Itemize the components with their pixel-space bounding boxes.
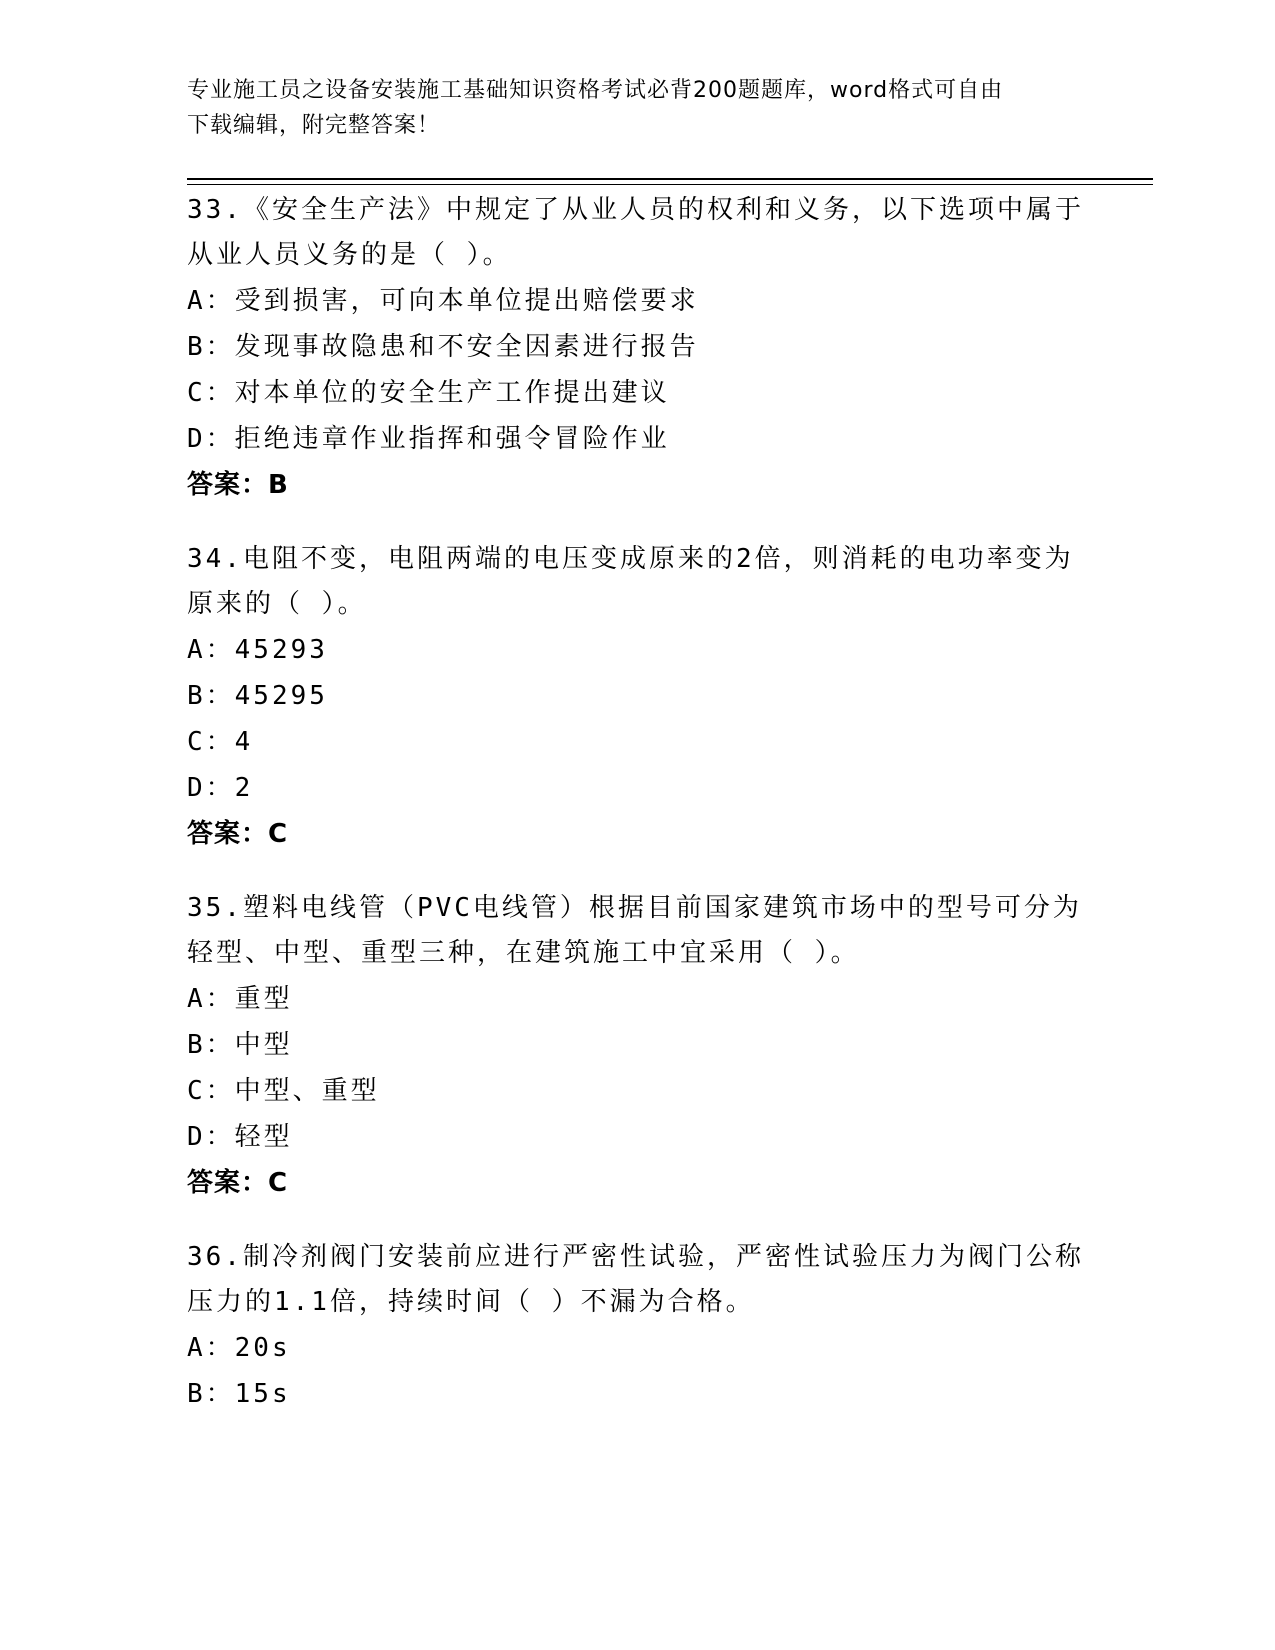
question-34: [187, 537, 1087, 857]
question-stem-line-2: 从业人员义务的是（ ）。: [187, 240, 512, 270]
option-b: B：发现事故隐患和不安全因素进行报告: [187, 332, 699, 362]
option-b: B：15s: [187, 1379, 291, 1409]
option-c: C：4: [187, 727, 254, 757]
answer-line: 答案：B: [187, 470, 289, 500]
option-a: A：20s: [187, 1333, 291, 1363]
header-rule-thick: [187, 178, 1153, 180]
option-d: D：拒绝违章作业指挥和强令冒险作业: [187, 424, 670, 454]
question-stem-line-2: 原来的（ ）。: [187, 589, 367, 619]
header-line-2: 下载编辑，附完整答案！: [187, 113, 441, 138]
question-stem-line-2: 压力的1.1倍，持续时间（ ）不漏为合格。: [187, 1287, 755, 1317]
question-36: [187, 1235, 1087, 1417]
document-header: [187, 73, 1067, 143]
option-c: C：中型、重型: [187, 1076, 380, 1106]
option-b: B：45295: [187, 681, 328, 711]
option-d: D：2: [187, 773, 254, 803]
question-stem-line-1: 35.塑料电线管（PVC电线管）根据目前国家建筑市场中的型号可分为: [187, 893, 1082, 923]
question-stem-line-1: 36.制冷剂阀门安装前应进行严密性试验，严密性试验压力为阀门公称: [187, 1242, 1084, 1272]
question-stem-line-1: 34.电阻不变，电阻两端的电压变成原来的2倍，则消耗的电功率变为: [187, 544, 1074, 574]
question-stem-line-1: 33.《安全生产法》中规定了从业人员的权利和义务，以下选项中属于: [187, 195, 1084, 225]
option-c: C：对本单位的安全生产工作提出建议: [187, 378, 670, 408]
option-d: D：轻型: [187, 1122, 293, 1152]
answer-line: 答案：C: [187, 819, 289, 849]
question-list: [187, 188, 1087, 1446]
question-33: [187, 188, 1087, 508]
option-a: A：重型: [187, 984, 293, 1014]
header-rule-thin: [187, 184, 1153, 185]
header-line-1: 专业施工员之设备安装施工基础知识资格考试必背200题题库，word格式可自由: [187, 78, 1004, 103]
question-35: [187, 886, 1087, 1206]
option-a: A：受到损害，可向本单位提出赔偿要求: [187, 286, 699, 316]
option-b: B：中型: [187, 1030, 293, 1060]
answer-line: 答案：C: [187, 1168, 289, 1198]
option-a: A：45293: [187, 635, 328, 665]
question-stem-line-2: 轻型、中型、重型三种，在建筑施工中宜采用（ ）。: [187, 938, 860, 968]
